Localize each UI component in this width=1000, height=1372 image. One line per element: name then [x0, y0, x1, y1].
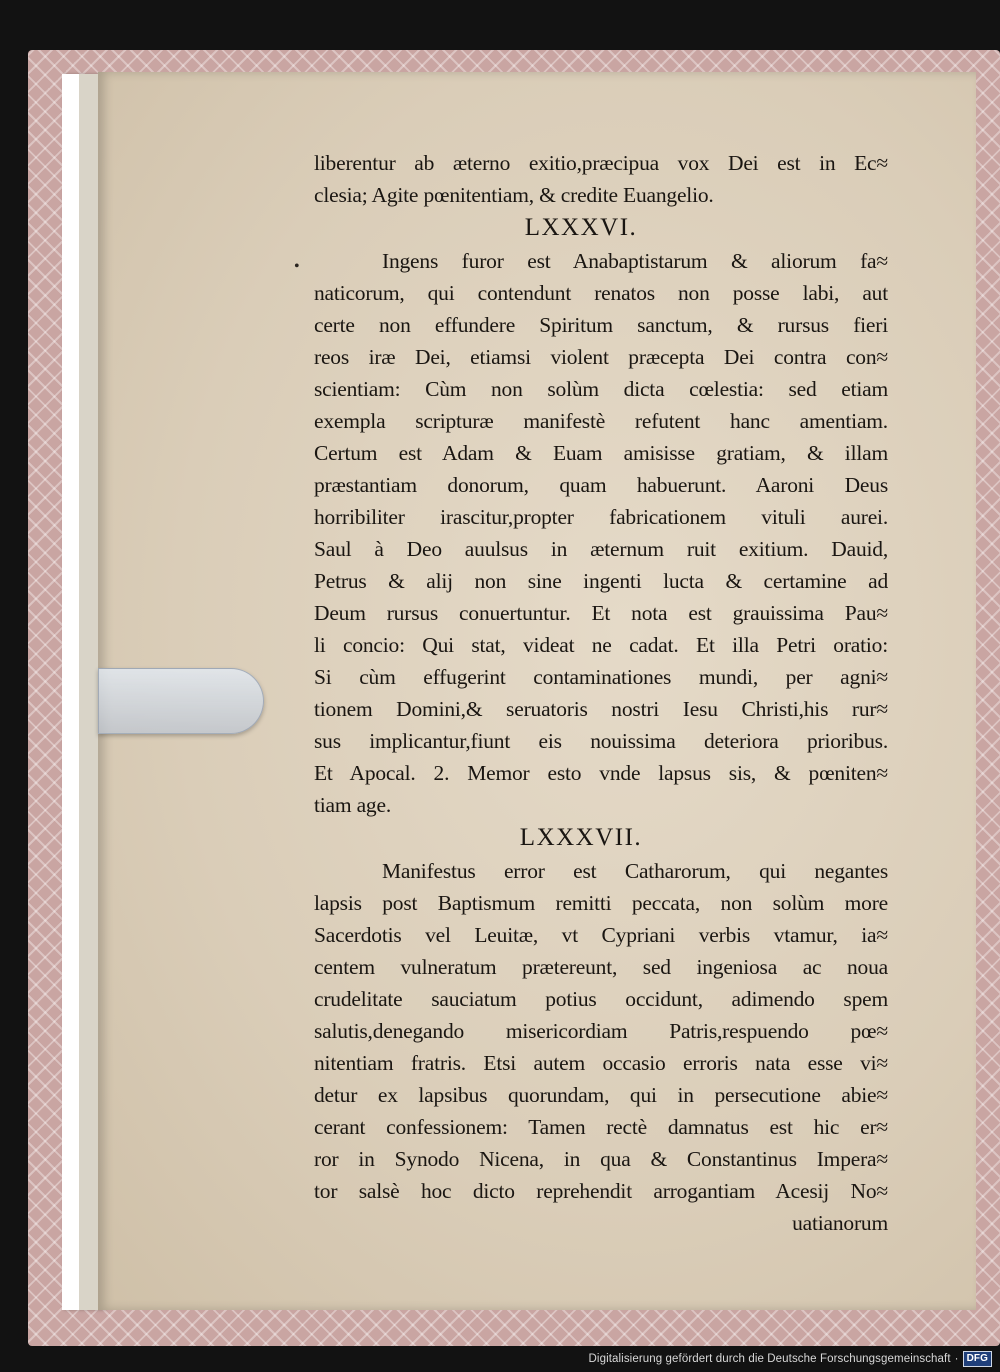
- text-line: Deum rursus conuertuntur. Et nota est grauissima Pau≈: [314, 601, 888, 625]
- text-line: Manifestus error est Catharorum, qui negantes: [382, 859, 888, 883]
- text-line: horribiliter irascitur,propter fabricationem vituli aurei.: [314, 505, 888, 529]
- text-line: reos iræ Dei, etiamsi violent præcepta Dei contra con≈: [314, 345, 888, 369]
- section-heading: LXXXVI.: [524, 214, 638, 241]
- section-heading: LXXXVII.: [519, 824, 643, 851]
- text-line: certe non effundere Spiritum sanctum, & rursus fieri: [314, 313, 888, 337]
- text-line: tionem Domini,& seruatoris nostri Iesu Christi,his rur≈: [314, 697, 888, 721]
- text-line: Ingens furor est Anabaptistarum & aliorum fa≈: [382, 249, 888, 273]
- text-line: tor salsè hoc dicto reprehendit arrogantiam Acesij No≈: [314, 1179, 888, 1203]
- text-line: præstantiam donorum, quam habuerunt. Aaroni Deus: [314, 473, 888, 497]
- text-line: Sacerdotis vel Leuitæ, vt Cypriani verbis vtamur, ia≈: [314, 923, 888, 947]
- text-line: clesia; Agite pœnitentiam, & credite Euangelio.: [314, 183, 714, 207]
- text-line: nitentiam fratris. Etsi autem occasio erroris nata esse vi≈: [314, 1051, 888, 1075]
- footer-separator: ·: [954, 1353, 959, 1365]
- text-line: tiam age.: [314, 793, 391, 817]
- text-line: Certum est Adam & Euam amisisse gratiam, & illam: [314, 441, 888, 465]
- text-line: Si cùm effugerint contaminationes mundi, per agni≈: [314, 665, 888, 689]
- text-line: sus implicantur,fiunt eis nouissima deteriora prioribus.: [314, 729, 888, 753]
- text-line: Saul à Deo auulsus in æternum ruit exitium. Dauid,: [314, 537, 888, 561]
- text-line: liberentur ab æterno exitio,præcipua vox Dei est in Ec≈: [314, 151, 888, 175]
- text-line: salutis,denegando misericordiam Patris,respuendo pœ≈: [314, 1019, 888, 1043]
- text-line: detur ex lapsibus quorundam, qui in persecutione abie≈: [314, 1083, 888, 1107]
- text-line: ror in Synodo Nicena, in qua & Constantinus Impera≈: [314, 1147, 888, 1171]
- text-line: li concio: Qui stat, videat ne cadat. Et illa Petri oratio:: [314, 633, 888, 657]
- text-line: Petrus & alij non sine ingenti lucta & certamine ad: [314, 569, 888, 593]
- ink-mark: •: [294, 258, 300, 275]
- text-line: Et Apocal. 2. Memor esto vnde lapsus sis, & pœniten≈: [314, 761, 888, 785]
- catchword: uatianorum: [792, 1211, 888, 1235]
- text-line: scientiam: Cùm non solùm dicta cœlestia: sed etiam: [314, 377, 888, 401]
- digitization-footer: [589, 1350, 992, 1368]
- text-line: cerant confessionem: Tamen rectè damnatus est hic er≈: [314, 1115, 888, 1139]
- dfg-logo: DFG: [963, 1351, 992, 1367]
- text-line: centem vulneratum prætereunt, sed ingeniosa ac noua: [314, 955, 888, 979]
- footer-text: Digitalisierung gefördert durch die Deutsche Forschungsgemeinschaft: [588, 1353, 951, 1365]
- text-line: naticorum, qui contendunt renatos non posse labi, aut: [314, 281, 888, 305]
- text-line: exempla scripturæ manifestè refutent hanc amentiam.: [314, 409, 888, 433]
- page-clip: [98, 668, 264, 734]
- text-line: lapsis post Baptismum remitti peccata, non solùm more: [314, 891, 888, 915]
- text-line: crudelitate sauciatum potius occidunt, adimendo spem: [314, 987, 888, 1011]
- text-block: [314, 147, 888, 1239]
